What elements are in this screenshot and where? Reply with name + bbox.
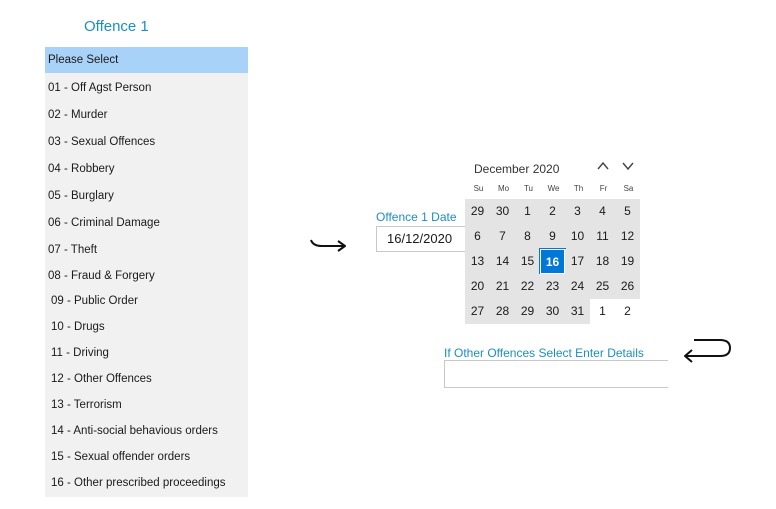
dropdown-option[interactable] — [45, 444, 248, 470]
dropdown-option-label: 09 - Public Order — [51, 295, 138, 307]
calendar-day[interactable]: 25 — [590, 274, 615, 299]
dropdown-option-label: 15 - Sexual offender orders — [51, 451, 191, 463]
arrow-return-left-icon — [680, 332, 734, 364]
dropdown-option[interactable] — [45, 314, 248, 340]
dropdown-option-label: 10 - Drugs — [51, 321, 105, 333]
offence-date-input[interactable]: 16/12/2020 — [376, 226, 468, 252]
calendar-day[interactable]: 18 — [590, 249, 615, 274]
calendar-day[interactable]: 30 — [490, 199, 515, 224]
calendar-day[interactable]: 5 — [615, 199, 640, 224]
calendar-day[interactable]: 12 — [615, 224, 640, 249]
dropdown-option-label: 07 - Theft — [48, 243, 98, 256]
calendar-day[interactable]: 22 — [515, 274, 540, 299]
arrow-right-hook-icon — [308, 234, 348, 254]
dropdown-option[interactable] — [45, 470, 248, 496]
calendar-day-grid — [468, 200, 640, 322]
weekday-label: Tu — [523, 184, 534, 193]
calendar-day[interactable]: 28 — [490, 299, 515, 324]
dropdown-option-label: 03 - Sexual Offences — [48, 135, 156, 148]
calendar-day[interactable]: 17 — [565, 249, 590, 274]
dropdown-option-label: 14 - Anti-social behavious orders — [51, 425, 218, 437]
calendar-day[interactable]: 15 — [515, 249, 540, 274]
dropdown-option[interactable] — [45, 236, 248, 263]
other-offence-details-input[interactable] — [444, 360, 668, 388]
calendar-day[interactable]: 23 — [540, 274, 565, 299]
dropdown-option-label: 16 - Other prescribed proceedings — [51, 477, 226, 489]
calendar-day[interactable]: 26 — [615, 274, 640, 299]
calendar-day[interactable]: 6 — [465, 224, 490, 249]
dropdown-option-label: 11 - Driving — [51, 347, 109, 359]
dropdown-option-label: 01 - Off Agst Person — [48, 81, 152, 94]
calendar-day[interactable]: 3 — [565, 199, 590, 224]
dropdown-option[interactable] — [45, 209, 248, 236]
dropdown-option[interactable] — [45, 182, 248, 209]
weekday-label: Mo — [497, 184, 510, 193]
dropdown-option[interactable] — [45, 155, 248, 182]
dropdown-option[interactable] — [45, 366, 248, 392]
calendar-day[interactable]: 30 — [540, 299, 565, 324]
calendar-day[interactable]: 29 — [465, 199, 490, 224]
dropdown-option[interactable] — [45, 340, 248, 366]
dropdown-option-label: 02 - Murder — [48, 108, 108, 121]
dropdown-option-label: 05 - Burglary — [48, 189, 114, 202]
dropdown-option[interactable] — [45, 47, 248, 73]
calendar-day[interactable]: 20 — [465, 274, 490, 299]
weekday-label: Th — [573, 184, 584, 193]
weekday-label: Su — [473, 184, 484, 193]
dropdown-option[interactable] — [45, 288, 248, 314]
calendar-day[interactable]: 8 — [515, 224, 540, 249]
calendar-day[interactable]: 10 — [565, 224, 590, 249]
date-field-label: Offence 1 Date — [376, 210, 457, 224]
chevron-up-icon[interactable] — [596, 160, 610, 172]
calendar-day[interactable]: 9 — [540, 224, 565, 249]
dropdown-option-label: 12 - Other Offences — [51, 373, 152, 385]
calendar-day[interactable]: 27 — [465, 299, 490, 324]
calendar-day[interactable]: 29 — [515, 299, 540, 324]
dropdown-option[interactable] — [45, 392, 248, 418]
dropdown-option-label: 08 - Fraud & Forgery — [48, 269, 155, 282]
calendar-day[interactable]: 2 — [615, 299, 640, 324]
weekday-label: We — [547, 184, 560, 193]
dropdown-option[interactable] — [45, 128, 248, 155]
dropdown-option-label: 06 - Criminal Damage — [48, 216, 160, 229]
calendar-day[interactable]: 1 — [590, 299, 615, 324]
calendar-day[interactable]: 14 — [490, 249, 515, 274]
calendar-day[interactable]: 13 — [465, 249, 490, 274]
calendar-day[interactable]: 4 — [590, 199, 615, 224]
calendar-day[interactable]: 11 — [590, 224, 615, 249]
calendar-day[interactable]: 31 — [565, 299, 590, 324]
calendar-day[interactable]: 7 — [490, 224, 515, 249]
calendar-day[interactable]: 16 — [540, 249, 565, 274]
dropdown-option-label: 13 - Terrorism — [51, 399, 122, 411]
calendar-day[interactable]: 24 — [565, 274, 590, 299]
dropdown-option[interactable] — [45, 101, 248, 128]
dropdown-option[interactable] — [45, 418, 248, 444]
date-picker-calendar — [468, 152, 640, 322]
dropdown-option[interactable] — [45, 74, 248, 101]
calendar-month-label: December 2020 — [474, 162, 560, 176]
chevron-down-icon[interactable] — [621, 160, 635, 172]
weekday-label: Sa — [623, 184, 634, 193]
weekday-label: Fr — [599, 184, 608, 193]
calendar-day[interactable]: 19 — [615, 249, 640, 274]
details-field-label: If Other Offences Select Enter Details — [444, 346, 644, 360]
dropdown-option-label: 04 - Robbery — [48, 162, 115, 175]
dropdown-option[interactable] — [45, 263, 248, 288]
offence-dropdown-list[interactable] — [45, 47, 248, 497]
calendar-day[interactable]: 2 — [540, 199, 565, 224]
offence-title: Offence 1 — [84, 18, 149, 35]
calendar-day[interactable]: 21 — [490, 274, 515, 299]
calendar-day[interactable]: 1 — [515, 199, 540, 224]
dropdown-option-label: Please Select — [48, 54, 119, 66]
